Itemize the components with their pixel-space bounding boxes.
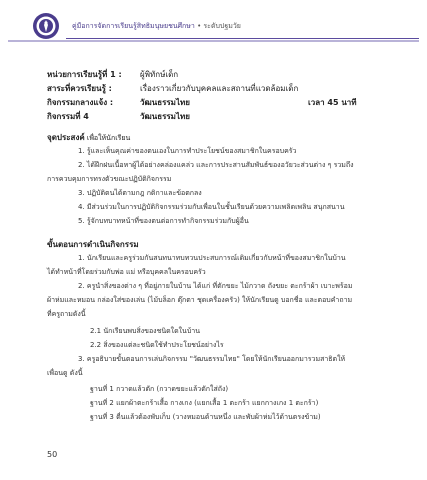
duration: เวลา 45 นาที [308, 98, 357, 107]
objective-item-continued: การควบคุมการทรงตัวขณะปฏิบัติกิจกรรม [47, 175, 172, 183]
procedure-subitem: 2.2 สิ่งของแต่ละชนิดใช้ทำประโยชน์อย่างไร [90, 341, 224, 349]
objective-item: 2. ได้ฝึกฝนเนื้อหาผู้ได้อย่างคล่องแคล่ว และการประสานสัมพันธ์ของอวัยวะส่วนต่าง ๆ รวมถึง [78, 161, 354, 169]
manual-title: คู่มือการจัดการเรียนรู้สิทธิมนุษยชนศึกษา [72, 22, 195, 30]
procedure-heading: ขั้นตอนการดำเนินกิจกรรม [47, 240, 139, 249]
objective-item: 5. รู้จักบทบาทหน้าที่ของตนต่อการทำกิจกรรมร่วมกับผู้อื่น [78, 217, 249, 225]
objective-item: 3. ปฏิบัติตนได้ตามกฎ กติกาและข้อตกลง [78, 189, 202, 197]
page-header [8, 8, 419, 48]
activity-name: วัฒนธรรมไทย [140, 112, 190, 121]
objective-item: 1. รู้และเห็นคุณค่าของตนเองในการทำประโยชน์ของสมาชิกในครอบครัว [78, 147, 297, 155]
procedure-paragraph: ผ้าห่มและหมอน กล่องใส่ของเล่น (ไม้บล็อก ตุ๊กตา ชุดเครื่องครัว) ให้นักเรียนดู บอกชื่อ และตอบคำถาม [47, 296, 353, 304]
institution-logo-icon [32, 12, 60, 40]
procedure-subitem: 2.1 นักเรียนพบสิ่งของชนิดใดในบ้าน [90, 327, 200, 335]
procedure-paragraph: ที่ครูถามดังนี้ [47, 310, 86, 318]
core-activity-value: วัฒนธรรมไทย [140, 98, 190, 107]
station-item: ฐานที่ 2 แยกผ้าตะกร้าเสื้อ กางเกง (แยกเสื้อ 1 ตะกร้า แยกกางเกง 1 ตะกร้า) [90, 399, 319, 407]
unit-label: หน่วยการเรียนรู้ที่ 1 : [47, 70, 122, 79]
objectives-heading [47, 133, 130, 143]
station-item: ฐานที่ 1 กวาดแล้วตัก (กวาดขยะแล้วตักใส่ถัง) [90, 385, 229, 393]
activity-number: กิจกรรมที่ 4 [47, 112, 89, 121]
header-title [72, 21, 241, 32]
objectives-title: จุดประสงค์ [47, 133, 85, 142]
topic-label: สาระที่ควรเรียนรู้ : [47, 84, 112, 93]
page-number: 50 [47, 450, 58, 459]
procedure-paragraph: 2. ครูนำสิ่งของต่าง ๆ ที่อยู่ภายในบ้าน ได้แก่ ที่ตักขยะ ไม้กวาด ถังขยะ ตะกร้าผ้า เบาะพร้อม [78, 282, 353, 290]
station-item: ฐานที่ 3 ตื่นแล้วต้องพับเก็บ (วางหมอนด้านหนึ่ง และพับผ้าห่มไว้ด้านตรงข้าม) [90, 413, 321, 421]
objective-item: 4. มีส่วนร่วมในการปฏิบัติกิจกรรมร่วมกับเพื่อนในชั้นเรียนด้วยความเพลิดเพลิน สนุกสนาน [78, 203, 345, 211]
unit-value: ผู้พิทักษ์เด็ก [140, 70, 179, 79]
objectives-lead: เพื่อให้นักเรียน [84, 134, 131, 142]
core-activity-label: กิจกรรมกลางแจ้ง : [47, 98, 114, 107]
procedure-paragraph: ได้ทำหน้าที่โดยร่วมกับพ่อ แม่ หรือบุคคลในครอบครัว [47, 268, 206, 276]
header-rule [66, 38, 419, 39]
procedure-paragraph: 3. ครูอธิบายขั้นตอนการเล่นกิจกรรม "วัฒนธรรมไทย" โดยให้นักเรียนออกมารวมสาธิตให้ [78, 355, 346, 363]
header-bar [8, 40, 419, 42]
procedure-paragraph: เพื่อนดู ดังนี้ [47, 369, 83, 377]
manual-level: • ระดับปฐมวัย [194, 22, 241, 30]
procedure-paragraph: 1. นักเรียนและครูร่วมกันสนทนาทบทวนประสบการณ์เดิมเกี่ยวกับหน้าที่ของสมาชิกในบ้าน [78, 254, 346, 262]
topic-value: เรื่องราวเกี่ยวกับบุคคลและสถานที่แวดล้อมเด็ก [140, 84, 299, 93]
